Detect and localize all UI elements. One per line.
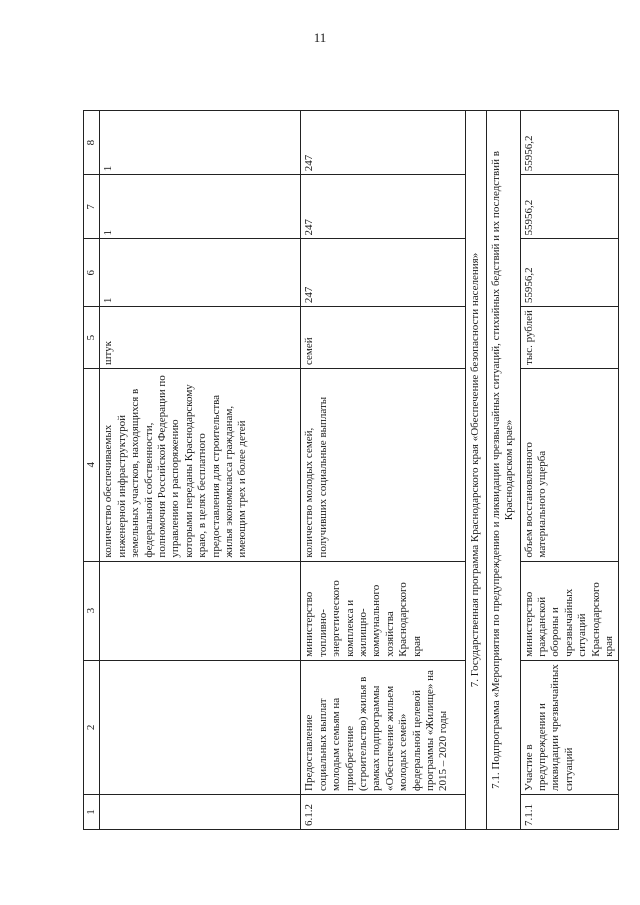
cell-value-8: 247 bbox=[301, 111, 466, 175]
cell-value-8: 1 bbox=[100, 111, 301, 175]
header-col-2: 2 bbox=[84, 660, 100, 794]
section-title: 7. Государственная программа Краснодарского края «Обеспечение безопасности населения» bbox=[466, 111, 486, 830]
cell-unit: тыс. рублей bbox=[520, 307, 619, 369]
cell-executor bbox=[100, 561, 301, 660]
header-col-7: 7 bbox=[84, 175, 100, 239]
header-col-5: 5 bbox=[84, 307, 100, 369]
header-row bbox=[84, 111, 100, 830]
table-row bbox=[100, 111, 301, 830]
cell-executor: министерство топливно-энергетического комплекса и жилищно-коммунального хозяйства Краснодарского края bbox=[301, 561, 466, 660]
data-table bbox=[83, 110, 619, 830]
header-col-8: 8 bbox=[84, 111, 100, 175]
subprogram-row bbox=[486, 111, 520, 830]
header-col-1: 1 bbox=[84, 794, 100, 829]
cell-value-7: 247 bbox=[301, 175, 466, 239]
header-col-3: 3 bbox=[84, 561, 100, 660]
table-row bbox=[301, 111, 466, 830]
cell-num: 6.1.2 bbox=[301, 794, 466, 829]
section-row bbox=[466, 111, 486, 830]
cell-value-6: 247 bbox=[301, 239, 466, 307]
table-row bbox=[520, 111, 619, 830]
cell-num: 7.1.1 bbox=[520, 794, 619, 829]
cell-name: Предоставление социальных выплат молодым семьям на приобретение (строительство) жилья в рамках подпрограммы «Обеспечение жильем молодых семей» федеральной целевой программы «Жилище» на 2015 – 2020 годы bbox=[301, 660, 466, 794]
cell-value-8: 55956,2 bbox=[520, 111, 619, 175]
cell-value-6: 55956,2 bbox=[520, 239, 619, 307]
cell-indicator: объем восстановленного материального ущерба bbox=[520, 368, 619, 561]
rotated-table-wrapper bbox=[83, 110, 616, 830]
cell-indicator: количество молодых семей, получивших социальные выплаты bbox=[301, 368, 466, 561]
cell-unit: штук bbox=[100, 307, 301, 369]
cell-value-7: 55956,2 bbox=[520, 175, 619, 239]
cell-unit: семей bbox=[301, 307, 466, 369]
header-col-6: 6 bbox=[84, 239, 100, 307]
subprogram-title: 7.1. Подпрограмма «Мероприятия по предупреждению и ликвидации чрезвычайных ситуаций, стихийных бедствий и их последствий в Краснодарском крае» bbox=[486, 111, 520, 830]
cell-value-6: 1 bbox=[100, 239, 301, 307]
cell-name bbox=[100, 660, 301, 794]
cell-indicator: количество обеспечиваемых инженерной инфраструктурой земельных участков, находящихся в федеральной собственности, полномочия Российской Федерации по управлению и распоряжению которыми переданы Краснодарскому краю, в целях бесплатного предоставления для строительства жилья экономкласса гражданам, имеющим трех и более детей bbox=[100, 368, 301, 561]
cell-num bbox=[100, 794, 301, 829]
cell-value-7: 1 bbox=[100, 175, 301, 239]
cell-executor: министерство гражданской обороны и чрезвычайных ситуаций Краснодарского края bbox=[520, 561, 619, 660]
header-col-4: 4 bbox=[84, 368, 100, 561]
page-number: 11 bbox=[313, 30, 327, 45]
cell-name: Участие в предупреждении и ликвидации чрезвычайных ситуаций bbox=[520, 660, 619, 794]
